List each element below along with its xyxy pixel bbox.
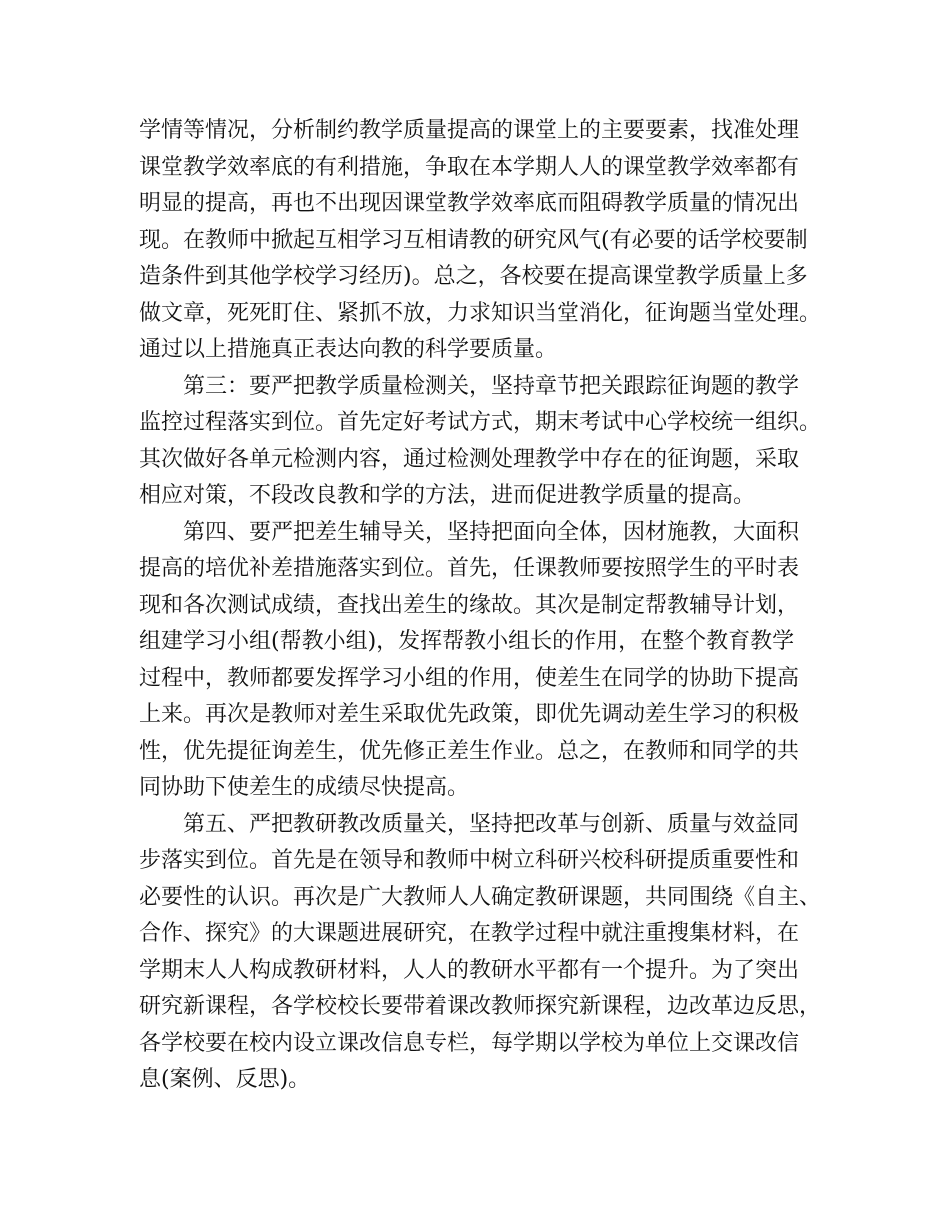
body-text <box>139 113 829 1099</box>
text-line: 课堂教学效率底的有利措施，争取在本学期人人的课堂教学效率都有 <box>139 154 800 180</box>
text-line: 造条件到其他学校学习经历)。总之，各校要在提高课堂教学质量上多 <box>139 264 808 289</box>
paragraph-start-line: 第五、严把教研教改质量关，坚持把改革与创新、质量与效益同 <box>183 811 800 837</box>
text-line: 息(案例、反思)。 <box>139 1067 311 1092</box>
text-line: 其次做好各单元检测内容，通过检测处理教学中存在的征询题，采取 <box>139 446 800 472</box>
text-line: 必要性的认识。再次是广大教师人人确定教研课题，共同围绕《自主、 <box>139 884 822 910</box>
text-line: 监控过程落实到位。首先定好考试方式，期末考试中心学校统一组织。 <box>139 410 822 435</box>
paragraph-start-line: 第四、要严把差生辅导关，坚持把面向全体，因材施教，大面积 <box>183 519 800 545</box>
text-line: 性，优先提征询差生，优先修正差生作业。总之，在教师和同学的共 <box>139 738 800 764</box>
text-line: 通过以上措施真正表达向教的科学要质量。 <box>139 337 558 362</box>
text-line: 研究新课程，各学校校长要带着课改教师探究新课程，边改革边反思， <box>139 994 822 1019</box>
text-line: 相应对策，不段改良教和学的方法，进而促进教学质量的提高。 <box>139 483 756 508</box>
text-line: 步落实到位。首先是在领导和教师中树立科研兴校科研提质重要性和 <box>139 848 800 873</box>
text-line: 学期末人人构成教研材料，人人的教研水平都有一个提升。为了突出 <box>139 957 800 983</box>
text-line: 上来。再次是教师对差生采取优先政策，即优先调动差生学习的积极 <box>139 702 800 727</box>
paragraph-start-line: 第三：要严把教学质量检测关，坚持章节把关跟踪征询题的教学 <box>183 373 800 399</box>
text-line: 同协助下使差生的成绩尽快提高。 <box>139 775 470 800</box>
text-line: 现。在教师中掀起互相学习互相请教的研究风气(有必要的话学校要制 <box>139 227 808 253</box>
text-line: 各学校要在校内设立课改信息专栏，每学期以学校为单位上交课改信 <box>139 1030 800 1056</box>
text-line: 学情等情况，分析制约教学质量提高的课堂上的主要要素，找准处理 <box>139 118 800 143</box>
text-line: 现和各次测试成绩，查找出差生的缘故。其次是制定帮教辅导计划， <box>139 592 800 618</box>
text-line: 合作、探究》的大课题进展研究，在教学过程中就注重搜集材料，在 <box>139 921 800 946</box>
text-line: 做文章，死死盯住、紧抓不放，力求知识当堂消化，征询题当堂处理。 <box>139 300 822 326</box>
text-line: 过程中，教师都要发挥学习小组的作用，使差生在同学的协助下提高 <box>139 665 800 691</box>
text-line: 明显的提高，再也不出现因课堂教学效率底而阻碍教学质量的情况出 <box>139 191 800 216</box>
text-line: 提高的培优补差措施落实到位。首先，任课教师要按照学生的平时表 <box>139 556 800 581</box>
text-line: 组建学习小组(帮教小组)，发挥帮教小组长的作用，在整个教育教学 <box>139 629 795 654</box>
